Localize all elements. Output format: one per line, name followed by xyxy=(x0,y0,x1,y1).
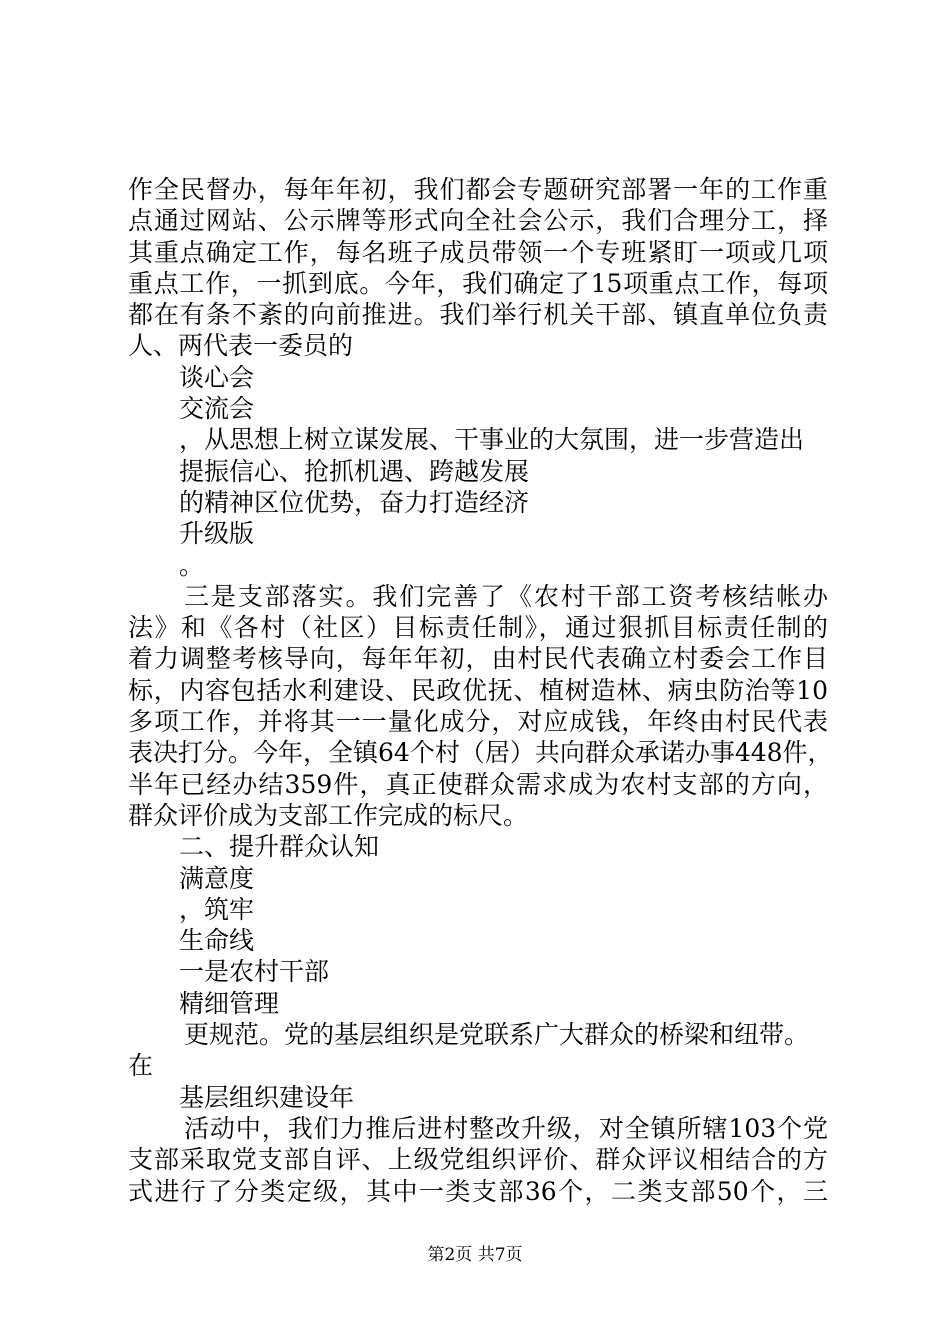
text-line: 一是农村干部 xyxy=(179,957,330,987)
text-line: 更规范。党的基层组织是党联系广大群众的桥梁和纽带。 xyxy=(184,1020,810,1050)
text-line: 人、两代表一委员的 xyxy=(128,331,354,361)
text-line: 的精神区位优势，奋力打造经济 xyxy=(179,487,530,517)
text-line: 三是支部落实。我们完善了《农村干部工资考核结帐办 xyxy=(184,581,828,611)
text-line: 点通过网站、公示牌等形式向全社会公示，我们合理分工，择 xyxy=(128,206,828,236)
text-line: 着力调整考核导向，每年年初，由村民代表确立村委会工作目 xyxy=(128,644,828,674)
text-line: 作全民督办，每年年初，我们都会专题研究部署一年的工作重 xyxy=(128,175,828,204)
text-line: 标，内容包括水利建设、民政优抚、植树造林、病虫防治等10 xyxy=(128,675,828,705)
text-line: 交流会 xyxy=(179,394,255,424)
text-line: ，从思想上树立谋发展、干事业的大氛围，进一步营造出 xyxy=(179,425,805,455)
text-line: 重点工作，一抓到底。今年，我们确定了15项重点工作，每项 xyxy=(128,268,828,298)
text-line: ，筑牢 xyxy=(179,894,255,924)
section-heading: 二、提升群众认知 xyxy=(179,832,380,862)
text-line: 表决打分。今年，全镇64个村（居）共向群众承诺办事448件， xyxy=(128,738,833,768)
text-line: 法》和《各村（社区）目标责任制》，通过狠抓目标责任制的 xyxy=(128,613,828,643)
text-line: 半年已经办结359件，真正使群众需求成为农村支部的方向， xyxy=(128,769,828,799)
text-line: 谈心会 xyxy=(179,362,255,392)
text-line: 精细管理 xyxy=(179,988,280,1018)
text-line: 多项工作，并将其一一量化成分，对应成钱，年终由村民代表 xyxy=(128,707,828,737)
text-line: 满意度 xyxy=(179,863,255,893)
text-line: 。 xyxy=(179,550,205,580)
text-line: 式进行了分类定级，其中一类支部36个，二类支部50个，三 xyxy=(128,1176,828,1206)
text-line: 活动中，我们力推后进村整改升级，对全镇所辖103个党 xyxy=(184,1113,828,1143)
text-line: 支部采取党支部自评、上级党组织评价、群众评议相结合的方 xyxy=(128,1145,828,1175)
text-line: 基层组织建设年 xyxy=(179,1082,355,1112)
text-line: 其重点确定工作，每名班子成员带领一个专班紧盯一项或几项 xyxy=(128,237,828,267)
text-line: 生命线 xyxy=(179,926,255,956)
text-line: 提振信心、抢抓机遇、跨越发展 xyxy=(179,456,530,486)
text-line: 都在有条不紊的向前推进。我们举行机关干部、镇直单位负责 xyxy=(128,300,828,330)
text-line: 在 xyxy=(128,1051,154,1081)
text-line: 升级版 xyxy=(179,519,255,549)
document-body xyxy=(128,174,833,1207)
text-line: 群众评价成为支部工作完成的标尺。 xyxy=(128,800,529,830)
page-number-footer: 第2页 共7页 xyxy=(427,1245,523,1265)
